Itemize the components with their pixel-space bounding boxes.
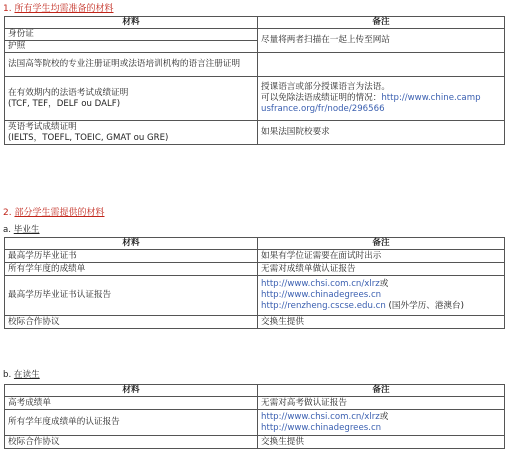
table-row: [5, 316, 505, 329]
note-cell: [258, 410, 505, 436]
note-cell: 如果有学位证需要在面试时出示: [258, 250, 505, 263]
table-row: [5, 53, 505, 77]
cscse-link[interactable]: http://renzheng.cscse.edu.cn: [261, 301, 386, 311]
section1-title-text: 所有学生均需准备的材料: [14, 4, 114, 14]
table-current: [4, 384, 505, 449]
header-material: 材料: [5, 17, 258, 29]
note-cell: 无需对成绩单做认证报告: [258, 263, 505, 276]
table-row: [5, 276, 505, 316]
note-cell: [258, 53, 505, 77]
table-header: [5, 385, 505, 397]
note-text: 可以免除法语成绩证明的情况：: [261, 93, 382, 103]
header-note: 备注: [258, 17, 505, 29]
note-line: 授课语言或部分授课语言为法语。: [261, 82, 390, 92]
section2-title: [3, 205, 104, 218]
note-line: [261, 279, 501, 290]
note-line: [261, 301, 501, 312]
current-text: 在读生: [13, 370, 40, 380]
note-cell: [258, 77, 505, 121]
material-cell: [5, 77, 258, 121]
section1-title: [3, 1, 113, 14]
graduates-text: 毕业生: [13, 225, 40, 235]
table-graduates: [4, 237, 505, 329]
campusfrance-link[interactable]: http://www.chine.camp: [381, 93, 481, 103]
note-cell: 无需对高考做认证报告: [258, 397, 505, 410]
material-cell: [5, 121, 258, 145]
header-material: 材料: [5, 238, 258, 250]
table-row: [5, 29, 505, 41]
note-text: 或: [379, 411, 389, 422]
material-cell: 法国高等院校的专业注册证明或法语培训机构的语言注册证明: [5, 53, 258, 77]
note-line: [261, 412, 501, 423]
material-cell: 校际合作协议: [5, 436, 258, 449]
note-cell: 交换生提供: [258, 316, 505, 329]
section2-number: 2.: [3, 208, 12, 218]
material-cell: 护照: [5, 41, 258, 53]
table-row: [5, 397, 505, 410]
table-header: [5, 238, 505, 250]
chsi-link[interactable]: http://www.chsi.com.cn/xlrz: [261, 279, 380, 289]
note-cell: 如果法国院校要求: [258, 121, 505, 145]
table-row: [5, 410, 505, 436]
section1-number: 1.: [3, 4, 12, 14]
table-all-students: [4, 16, 505, 145]
material-cell: 最高学历毕业证书: [5, 250, 258, 263]
chsi-link[interactable]: http://www.chsi.com.cn/xlrz: [261, 411, 380, 422]
table-row: [5, 77, 505, 121]
material-line: 在有效期内的法语考试成绩证明: [8, 87, 129, 98]
material-cell: 身份证: [5, 29, 258, 41]
material-cell: 最高学历毕业证书认证报告: [5, 276, 258, 316]
chinadegrees-link[interactable]: http://www.chinadegrees.cn: [261, 422, 382, 433]
material-line: 英语考试成绩证明: [8, 121, 77, 132]
table-row: [5, 263, 505, 276]
graduates-prefix: a.: [3, 225, 11, 235]
table-row: [5, 436, 505, 449]
material-cell: 高考成绩单: [5, 397, 258, 410]
note-text: 或: [379, 279, 389, 289]
material-line: (TCF, TEF，DELF ou DALF): [8, 98, 121, 109]
header-material: 材料: [5, 385, 258, 397]
material-cell: 所有学年度成绩单的认证报告: [5, 410, 258, 436]
graduates-label: [3, 223, 40, 235]
chinadegrees-link[interactable]: http://www.chinadegrees.cn: [261, 290, 382, 300]
material-line: (IELTS，TOEFL, TOEIC, GMAT ou GRE): [8, 132, 169, 143]
section2-title-text: 部分学生需提供的材料: [14, 208, 105, 218]
header-note: 备注: [258, 385, 505, 397]
note-cell: [258, 276, 505, 316]
note-line: [261, 93, 501, 104]
current-label: [3, 368, 40, 380]
note-cell: 交换生提供: [258, 436, 505, 449]
campusfrance-link-cont[interactable]: usfrance.org/fr/node/296566: [261, 104, 385, 114]
table-header: [5, 17, 505, 29]
note-text: (国外学历、港澳台): [385, 301, 465, 311]
material-cell: 所有学年度的成绩单: [5, 263, 258, 276]
table-row: [5, 121, 505, 145]
note-cell: 尽量将两者扫描在一起上传至网站: [258, 29, 505, 53]
material-cell: 校际合作协议: [5, 316, 258, 329]
header-note: 备注: [258, 238, 505, 250]
table-row: [5, 250, 505, 263]
current-prefix: b.: [3, 370, 12, 380]
